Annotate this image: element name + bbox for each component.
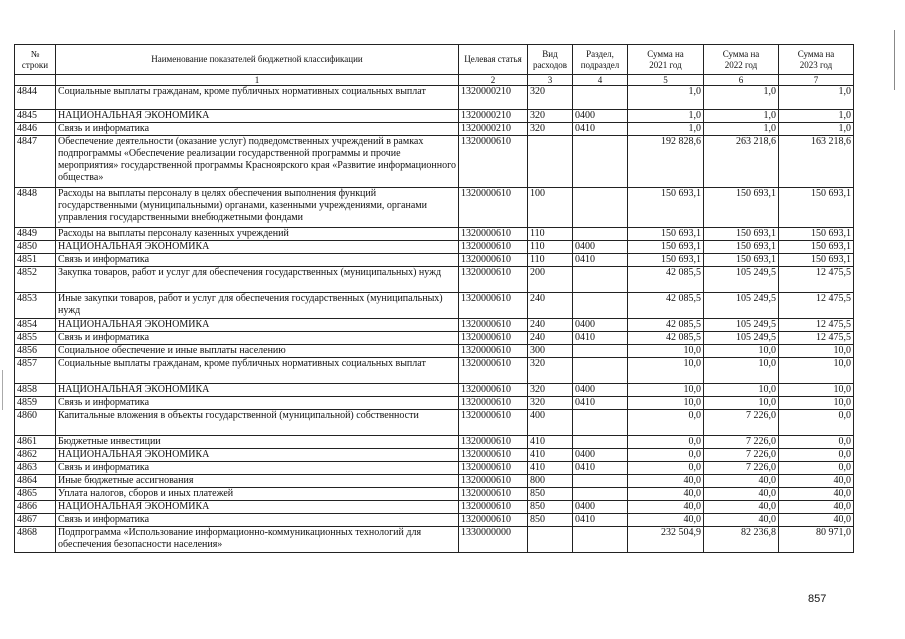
sum-2021-cell: 1,0 [628, 86, 704, 110]
table-row [15, 436, 854, 449]
column-number-cell: 4 [573, 75, 628, 86]
expense-type-cell [528, 136, 573, 188]
row-name-cell: Расходы на выплаты персоналу казенных учреждений [56, 228, 459, 241]
sum-2022-cell: 1,0 [704, 86, 779, 110]
sum-2022-cell: 7 226,0 [704, 462, 779, 475]
sum-2022-cell: 7 226,0 [704, 436, 779, 449]
header-section: Раздел, подраздел [573, 45, 628, 75]
table-row [15, 475, 854, 488]
sum-2023-cell: 1,0 [779, 123, 854, 136]
section-cell: 0410 [573, 332, 628, 345]
row-number-cell: 4855 [15, 332, 56, 345]
sum-2021-cell: 40,0 [628, 501, 704, 514]
sum-2021-cell: 0,0 [628, 449, 704, 462]
table-row [15, 332, 854, 345]
section-cell: 0400 [573, 501, 628, 514]
row-name-cell: Социальное обеспечение и иные выплаты населению [56, 345, 459, 358]
target-article-cell: 1320000610 [459, 332, 528, 345]
table-row [15, 110, 854, 123]
section-cell: 0410 [573, 397, 628, 410]
target-article-cell: 1320000610 [459, 241, 528, 254]
column-number-cell: 1 [56, 75, 459, 86]
expense-type-cell: 110 [528, 241, 573, 254]
sum-2023-cell: 163 218,6 [779, 136, 854, 188]
expense-type-cell: 850 [528, 514, 573, 527]
expense-type-cell: 320 [528, 358, 573, 384]
sum-2023-cell: 150 693,1 [779, 188, 854, 228]
row-name-cell: Закупка товаров, работ и услуг для обеспечения государственных (муниципальных) нужд [56, 267, 459, 293]
target-article-cell: 1320000210 [459, 110, 528, 123]
target-article-cell: 1320000610 [459, 228, 528, 241]
column-number-row [15, 75, 854, 86]
section-cell [573, 436, 628, 449]
table-row [15, 449, 854, 462]
row-name-cell: Связь и информатика [56, 397, 459, 410]
table-row [15, 188, 854, 228]
expense-type-cell: 110 [528, 254, 573, 267]
header-row-number: № строки [15, 45, 56, 75]
row-name-cell: Связь и информатика [56, 254, 459, 267]
column-number-cell: 7 [779, 75, 854, 86]
expense-type-cell: 320 [528, 86, 573, 110]
target-article-cell: 1320000610 [459, 319, 528, 332]
section-cell [573, 86, 628, 110]
row-name-cell: Социальные выплаты гражданам, кроме публичных нормативных социальных выплат [56, 86, 459, 110]
target-article-cell: 1320000610 [459, 136, 528, 188]
sum-2023-cell: 150 693,1 [779, 241, 854, 254]
section-cell [573, 345, 628, 358]
expense-type-cell: 110 [528, 228, 573, 241]
target-article-cell: 1320000210 [459, 86, 528, 110]
sum-2021-cell: 10,0 [628, 397, 704, 410]
sum-2021-cell: 1,0 [628, 123, 704, 136]
row-name-cell: НАЦИОНАЛЬНАЯ ЭКОНОМИКА [56, 449, 459, 462]
sum-2022-cell: 40,0 [704, 475, 779, 488]
sum-2022-cell: 105 249,5 [704, 293, 779, 319]
expense-type-cell: 850 [528, 488, 573, 501]
column-number-cell: 2 [459, 75, 528, 86]
target-article-cell: 1320000610 [459, 501, 528, 514]
sum-2022-cell: 82 236,8 [704, 527, 779, 553]
row-number-cell: 4868 [15, 527, 56, 553]
target-article-cell: 1320000610 [459, 188, 528, 228]
sum-2022-cell: 10,0 [704, 358, 779, 384]
sum-2021-cell: 42 085,5 [628, 319, 704, 332]
sum-2021-cell: 150 693,1 [628, 228, 704, 241]
expense-type-cell: 410 [528, 436, 573, 449]
expense-type-cell: 320 [528, 110, 573, 123]
header-sum-2022: Сумма на 2022 год [704, 45, 779, 75]
row-number-cell: 4851 [15, 254, 56, 267]
row-name-cell: НАЦИОНАЛЬНАЯ ЭКОНОМИКА [56, 241, 459, 254]
row-number-cell: 4864 [15, 475, 56, 488]
table-row [15, 358, 854, 384]
section-cell [573, 488, 628, 501]
expense-type-cell: 320 [528, 397, 573, 410]
expense-type-cell: 240 [528, 293, 573, 319]
sum-2022-cell: 40,0 [704, 488, 779, 501]
row-number-cell: 4845 [15, 110, 56, 123]
expense-type-cell: 200 [528, 267, 573, 293]
table-row [15, 397, 854, 410]
sum-2023-cell: 10,0 [779, 397, 854, 410]
sum-2021-cell: 150 693,1 [628, 241, 704, 254]
sum-2023-cell: 40,0 [779, 475, 854, 488]
header-sum-2023: Сумма на 2023 год [779, 45, 854, 75]
header-target-article: Целевая статья [459, 45, 528, 75]
table-row [15, 293, 854, 319]
target-article-cell: 1320000210 [459, 123, 528, 136]
table-row [15, 488, 854, 501]
table-header-row [15, 45, 854, 75]
column-number-cell: 6 [704, 75, 779, 86]
target-article-cell: 1320000610 [459, 488, 528, 501]
sum-2022-cell: 150 693,1 [704, 254, 779, 267]
section-cell: 0400 [573, 449, 628, 462]
expense-type-cell: 240 [528, 332, 573, 345]
sum-2023-cell: 0,0 [779, 436, 854, 449]
sum-2023-cell: 10,0 [779, 345, 854, 358]
sum-2021-cell: 40,0 [628, 475, 704, 488]
sum-2021-cell: 150 693,1 [628, 254, 704, 267]
row-number-cell: 4856 [15, 345, 56, 358]
row-name-cell: НАЦИОНАЛЬНАЯ ЭКОНОМИКА [56, 501, 459, 514]
row-number-cell: 4866 [15, 501, 56, 514]
row-number-cell: 4850 [15, 241, 56, 254]
table-row [15, 254, 854, 267]
sum-2021-cell: 42 085,5 [628, 267, 704, 293]
row-name-cell: Иные закупки товаров, работ и услуг для обеспечения государственных (муниципальных) нужд [56, 293, 459, 319]
row-name-cell: Социальные выплаты гражданам, кроме публичных нормативных социальных выплат [56, 358, 459, 384]
row-number-cell: 4848 [15, 188, 56, 228]
row-name-cell: Подпрограмма «Использование информационно-коммуникационных технологий для обеспечения безопасности населения» [56, 527, 459, 553]
sum-2023-cell: 12 475,5 [779, 319, 854, 332]
sum-2021-cell: 10,0 [628, 345, 704, 358]
row-name-cell: Капитальные вложения в объекты государственной (муниципальной) собственности [56, 410, 459, 436]
row-number-cell: 4867 [15, 514, 56, 527]
row-number-cell: 4852 [15, 267, 56, 293]
target-article-cell: 1330000000 [459, 527, 528, 553]
table-row [15, 527, 854, 553]
row-name-cell: НАЦИОНАЛЬНАЯ ЭКОНОМИКА [56, 384, 459, 397]
sum-2021-cell: 0,0 [628, 462, 704, 475]
table-row [15, 319, 854, 332]
row-number-cell: 4863 [15, 462, 56, 475]
row-name-cell: Обеспечение деятельности (оказание услуг) подведомственных учреждений в рамках подпрограммы «Обеспечение реализации государственной программы и прочие мероприятия» государственной программы Красноярского края «Развитие информационного общества» [56, 136, 459, 188]
budget-table [14, 44, 854, 553]
target-article-cell: 1320000610 [459, 475, 528, 488]
target-article-cell: 1320000610 [459, 358, 528, 384]
sum-2023-cell: 40,0 [779, 501, 854, 514]
sum-2021-cell: 42 085,5 [628, 332, 704, 345]
row-number-cell: 4844 [15, 86, 56, 110]
sum-2021-cell: 192 828,6 [628, 136, 704, 188]
row-name-cell: Связь и информатика [56, 514, 459, 527]
section-cell: 0410 [573, 254, 628, 267]
target-article-cell: 1320000610 [459, 449, 528, 462]
sum-2023-cell: 0,0 [779, 410, 854, 436]
header-name: Наименование показателей бюджетной классификации [56, 45, 459, 75]
sum-2022-cell: 10,0 [704, 345, 779, 358]
row-name-cell: Уплата налогов, сборов и иных платежей [56, 488, 459, 501]
table-row [15, 123, 854, 136]
table-row [15, 86, 854, 110]
section-cell [573, 527, 628, 553]
table-row [15, 501, 854, 514]
target-article-cell: 1320000610 [459, 462, 528, 475]
sum-2023-cell: 1,0 [779, 110, 854, 123]
table-row [15, 241, 854, 254]
table-row [15, 345, 854, 358]
expense-type-cell: 850 [528, 501, 573, 514]
section-cell [573, 228, 628, 241]
sum-2021-cell: 10,0 [628, 358, 704, 384]
table-row [15, 384, 854, 397]
sum-2021-cell: 1,0 [628, 110, 704, 123]
section-cell [573, 188, 628, 228]
target-article-cell: 1320000610 [459, 514, 528, 527]
section-cell: 0400 [573, 384, 628, 397]
sum-2023-cell: 0,0 [779, 462, 854, 475]
row-number-cell: 4858 [15, 384, 56, 397]
expense-type-cell [528, 527, 573, 553]
expense-type-cell: 410 [528, 462, 573, 475]
sum-2021-cell: 40,0 [628, 488, 704, 501]
target-article-cell: 1320000610 [459, 293, 528, 319]
row-number-cell: 4854 [15, 319, 56, 332]
target-article-cell: 1320000610 [459, 384, 528, 397]
sum-2023-cell: 10,0 [779, 358, 854, 384]
sum-2021-cell: 40,0 [628, 514, 704, 527]
sum-2021-cell: 0,0 [628, 436, 704, 449]
row-number-cell: 4862 [15, 449, 56, 462]
row-number-cell: 4853 [15, 293, 56, 319]
table-row [15, 514, 854, 527]
column-number-cell: 5 [628, 75, 704, 86]
expense-type-cell: 320 [528, 384, 573, 397]
sum-2022-cell: 105 249,5 [704, 319, 779, 332]
section-cell [573, 475, 628, 488]
sum-2023-cell: 40,0 [779, 488, 854, 501]
row-number-cell: 4865 [15, 488, 56, 501]
table-body [15, 86, 854, 553]
row-number-cell: 4846 [15, 123, 56, 136]
sum-2023-cell: 40,0 [779, 514, 854, 527]
budget-table-container [14, 44, 853, 553]
sum-2022-cell: 105 249,5 [704, 267, 779, 293]
row-number-cell: 4860 [15, 410, 56, 436]
page-number: 857 [808, 593, 827, 605]
row-name-cell: Связь и информатика [56, 123, 459, 136]
scan-edge-mark-left [2, 370, 3, 410]
section-cell [573, 410, 628, 436]
sum-2021-cell: 232 504,9 [628, 527, 704, 553]
section-cell [573, 358, 628, 384]
column-number-cell [15, 75, 56, 86]
sum-2023-cell: 12 475,5 [779, 293, 854, 319]
sum-2021-cell: 150 693,1 [628, 188, 704, 228]
expense-type-cell: 410 [528, 449, 573, 462]
expense-type-cell: 240 [528, 319, 573, 332]
row-number-cell: 4847 [15, 136, 56, 188]
target-article-cell: 1320000610 [459, 345, 528, 358]
row-number-cell: 4861 [15, 436, 56, 449]
expense-type-cell: 300 [528, 345, 573, 358]
sum-2023-cell: 150 693,1 [779, 228, 854, 241]
sum-2022-cell: 10,0 [704, 397, 779, 410]
sum-2022-cell: 150 693,1 [704, 228, 779, 241]
expense-type-cell: 320 [528, 123, 573, 136]
sum-2022-cell: 7 226,0 [704, 410, 779, 436]
expense-type-cell: 800 [528, 475, 573, 488]
section-cell: 0400 [573, 241, 628, 254]
section-cell: 0410 [573, 462, 628, 475]
scan-edge-mark [894, 30, 895, 90]
target-article-cell: 1320000610 [459, 267, 528, 293]
sum-2023-cell: 10,0 [779, 384, 854, 397]
sum-2021-cell: 42 085,5 [628, 293, 704, 319]
sum-2022-cell: 7 226,0 [704, 449, 779, 462]
target-article-cell: 1320000610 [459, 254, 528, 267]
sum-2022-cell: 1,0 [704, 123, 779, 136]
row-number-cell: 4849 [15, 228, 56, 241]
row-number-cell: 4857 [15, 358, 56, 384]
expense-type-cell: 100 [528, 188, 573, 228]
row-name-cell: Расходы на выплаты персоналу в целях обеспечения выполнения функций государственными (муниципальными) органами, казенными учреждениями, органами управления государственными внебюджетными фондами [56, 188, 459, 228]
header-expense-type: Вид расходов [528, 45, 573, 75]
sum-2022-cell: 150 693,1 [704, 241, 779, 254]
sum-2022-cell: 105 249,5 [704, 332, 779, 345]
row-number-cell: 4859 [15, 397, 56, 410]
section-cell: 0400 [573, 110, 628, 123]
sum-2022-cell: 1,0 [704, 110, 779, 123]
sum-2022-cell: 10,0 [704, 384, 779, 397]
table-row [15, 267, 854, 293]
table-row [15, 462, 854, 475]
sum-2023-cell: 12 475,5 [779, 332, 854, 345]
table-row [15, 228, 854, 241]
section-cell: 0400 [573, 319, 628, 332]
row-name-cell: НАЦИОНАЛЬНАЯ ЭКОНОМИКА [56, 110, 459, 123]
expense-type-cell: 400 [528, 410, 573, 436]
sum-2023-cell: 1,0 [779, 86, 854, 110]
section-cell [573, 293, 628, 319]
sum-2022-cell: 263 218,6 [704, 136, 779, 188]
target-article-cell: 1320000610 [459, 410, 528, 436]
row-name-cell: Связь и информатика [56, 462, 459, 475]
sum-2021-cell: 0,0 [628, 410, 704, 436]
sum-2022-cell: 40,0 [704, 514, 779, 527]
section-cell [573, 136, 628, 188]
sum-2023-cell: 0,0 [779, 449, 854, 462]
sum-2022-cell: 40,0 [704, 501, 779, 514]
sum-2023-cell: 80 971,0 [779, 527, 854, 553]
header-sum-2021: Сумма на 2021 год [628, 45, 704, 75]
sum-2022-cell: 150 693,1 [704, 188, 779, 228]
table-row [15, 410, 854, 436]
sum-2023-cell: 12 475,5 [779, 267, 854, 293]
row-name-cell: НАЦИОНАЛЬНАЯ ЭКОНОМИКА [56, 319, 459, 332]
section-cell: 0410 [573, 123, 628, 136]
row-name-cell: Бюджетные инвестиции [56, 436, 459, 449]
section-cell: 0410 [573, 514, 628, 527]
row-name-cell: Иные бюджетные ассигнования [56, 475, 459, 488]
sum-2023-cell: 150 693,1 [779, 254, 854, 267]
target-article-cell: 1320000610 [459, 436, 528, 449]
section-cell [573, 267, 628, 293]
table-row [15, 136, 854, 188]
sum-2021-cell: 10,0 [628, 384, 704, 397]
row-name-cell: Связь и информатика [56, 332, 459, 345]
column-number-cell: 3 [528, 75, 573, 86]
target-article-cell: 1320000610 [459, 397, 528, 410]
